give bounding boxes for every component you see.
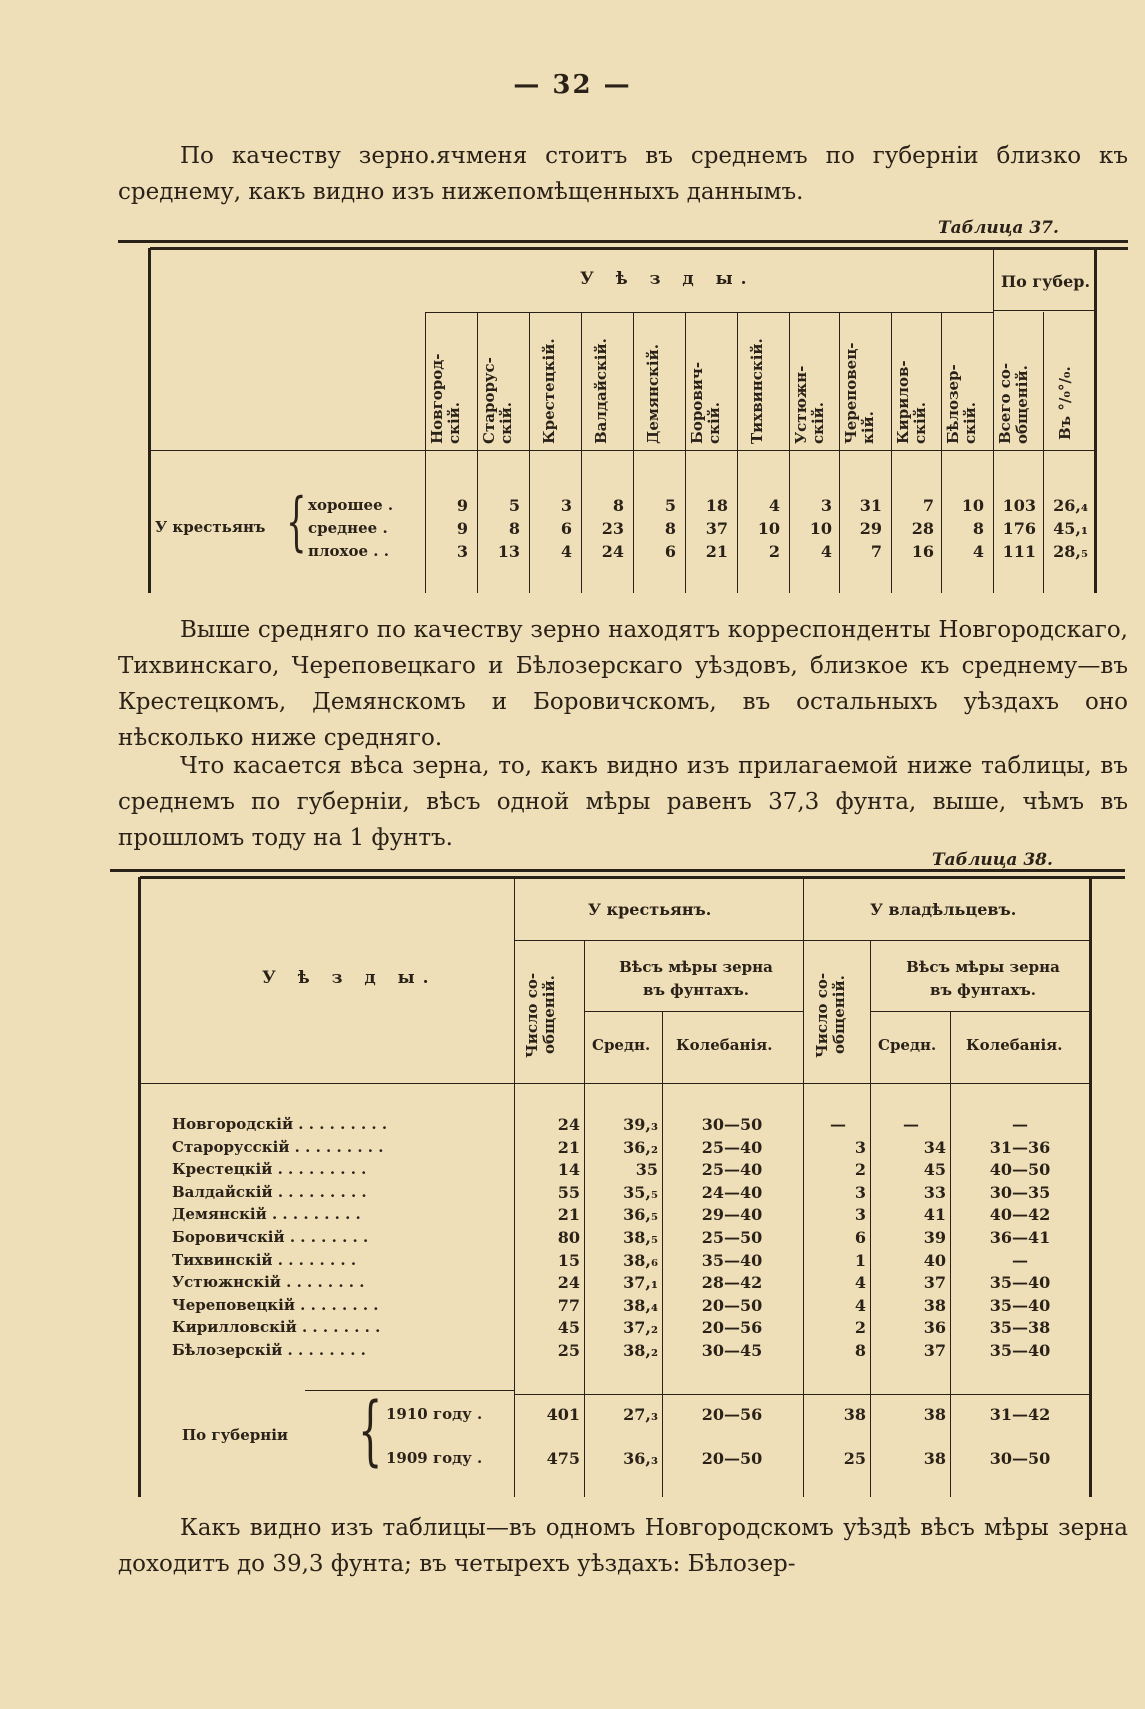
peasant-range: 20—56 <box>701 1318 763 1337</box>
table37-cell: 8 <box>972 519 984 538</box>
uezd-name: Череповецкій . . . . . . . . <box>172 1296 379 1314</box>
peasant-range: 25—40 <box>701 1138 763 1157</box>
peasant-avg: 35 <box>635 1160 658 1179</box>
table37-cell: 4 <box>820 542 832 561</box>
uezd-name: Старорусскій . . . . . . . . . <box>172 1138 384 1156</box>
col-krestets: Крестецкій. <box>540 338 558 444</box>
peasant-avg: 37,₂ <box>623 1318 658 1337</box>
total-peasant-avg: 36,₃ <box>623 1449 658 1468</box>
paragraph-2: Выше средняго по качеству зерно находятъ корреспонденты Новгородскаго, Тихвинскаго, Череповецкаго и Бѣлозерскаго уѣздовъ, близкое къ среднему—въ Крестецкомъ, Демянскомъ и Боровичскомъ, въ остальныхъ уѣздахъ оно нѣсколько ниже средняго. <box>118 617 1128 751</box>
range-header-1: Колебанія. <box>676 1036 773 1054</box>
peasant-range: 25—50 <box>701 1228 763 1247</box>
table37-cell: 3 <box>456 542 468 561</box>
paragraph-1: По качеству зерно.ячменя стоитъ въ среднемъ по губерніи близко къ среднему, какъ видно изъ нижепомѣщенныхъ даннымъ. <box>118 143 1128 205</box>
table37-cell: 6 <box>664 542 676 561</box>
weight-header-2: Вѣсъ мѣры зерна въ фунтахъ. <box>906 958 1060 999</box>
table37-cell: 5 <box>664 496 676 515</box>
peasant-range: 25—40 <box>701 1160 763 1179</box>
peasant-range: 20—50 <box>701 1296 763 1315</box>
table37-caption: Таблица 37. <box>938 218 1059 238</box>
peasant-count: 21 <box>557 1138 580 1157</box>
table37-cell: 4 <box>768 496 780 515</box>
peasant-count: 24 <box>557 1115 580 1134</box>
col-novgorod: Новгород- скій. <box>428 353 463 444</box>
total-owner-avg: 38 <box>923 1449 946 1468</box>
uezd-name: Тихвинскій . . . . . . . . <box>172 1251 357 1269</box>
table37-cell: 8 <box>612 496 624 515</box>
total-label: По губерніи <box>182 1426 289 1444</box>
peasant-count: 15 <box>557 1251 580 1270</box>
peasant-avg: 38,₆ <box>623 1251 658 1270</box>
table37-cell: 37 <box>705 519 728 538</box>
owner-range: 36—41 <box>989 1228 1051 1247</box>
table37-cell: 10 <box>961 496 984 515</box>
peasant-avg: 36,₂ <box>623 1138 658 1157</box>
uezd-name: Устюжнскій . . . . . . . . <box>172 1273 365 1291</box>
page-number: — 32 — <box>513 70 632 100</box>
weight-header-1: Вѣсъ мѣры зерна въ фунтахъ. <box>619 958 773 999</box>
table37-top-rule-2 <box>150 247 1128 250</box>
peasant-avg: 37,₁ <box>623 1273 658 1292</box>
table37-cell: 18 <box>705 496 728 515</box>
total-peasant-range: 20—56 <box>701 1405 763 1424</box>
peasant-avg: 35,₅ <box>623 1183 658 1202</box>
owner-avg: 34 <box>923 1138 946 1157</box>
col-valdai: Валдайскій. <box>592 338 610 444</box>
peasant-count: 80 <box>557 1228 580 1247</box>
total-owner-range: 30—50 <box>989 1449 1051 1468</box>
table37-cell: 13 <box>497 542 520 561</box>
peasant-avg: 38,₂ <box>623 1341 658 1360</box>
table37-cell: 2 <box>768 542 780 561</box>
avg-header-2: Средн. <box>878 1036 937 1054</box>
total-owner-count: 38 <box>843 1405 866 1424</box>
table37-cell: 7 <box>870 542 882 561</box>
table37-cell: 23 <box>601 519 624 538</box>
table38-top-rule-2 <box>140 876 1125 879</box>
group-owners: У владѣльцевъ. <box>870 900 1017 919</box>
owner-count: 4 <box>854 1273 866 1292</box>
uezd-name: Бѣлозерскій . . . . . . . . <box>172 1341 366 1359</box>
uezd-name: Новгородскій . . . . . . . . . <box>172 1115 388 1133</box>
total-owner-range: 31—42 <box>989 1405 1051 1424</box>
uezd-name: Крестецкій . . . . . . . . . <box>172 1160 367 1178</box>
paragraph-4: Какъ видно изъ таблицы—въ одномъ Новгородскомъ уѣздѣ вѣсъ мѣры зерна доходитъ до 39,3 фунта; въ четырехъ уѣздахъ: Бѣлозер- <box>118 1515 1128 1577</box>
table37-top-rule <box>118 240 1128 243</box>
owner-avg: 33 <box>923 1183 946 1202</box>
owner-count: 4 <box>854 1296 866 1315</box>
peasant-count: 77 <box>557 1296 580 1315</box>
table37-cell: 4 <box>972 542 984 561</box>
col-percent: Въ °/₀°/₀. <box>1056 366 1074 440</box>
owner-range: 35—38 <box>989 1318 1051 1337</box>
col-demyansk: Демянскій. <box>644 344 662 444</box>
table37-cell: 8 <box>664 519 676 538</box>
col-belozersk: Бѣлозер- скій. <box>944 364 979 444</box>
owner-count: 3 <box>854 1183 866 1202</box>
table37-cell: 5 <box>508 496 520 515</box>
peasant-count: 25 <box>557 1341 580 1360</box>
uezd-name: Кирилловскій . . . . . . . . <box>172 1318 381 1336</box>
col-cherepovets: Череповец- кій. <box>842 342 877 444</box>
owner-range: 31—36 <box>989 1138 1051 1157</box>
owner-count: 3 <box>854 1205 866 1224</box>
owner-avg: — <box>903 1115 919 1134</box>
owner-avg: 37 <box>923 1273 946 1292</box>
table37-row-group: У крестьянъ <box>155 518 266 536</box>
owner-range: — <box>1012 1251 1028 1270</box>
table37-gub-header: По губер. <box>1001 272 1091 291</box>
peasant-avg: 36,₅ <box>623 1205 658 1224</box>
table37-cell: 10 <box>757 519 780 538</box>
owner-count: 2 <box>854 1160 866 1179</box>
total-peasant-avg: 27,₃ <box>623 1405 658 1424</box>
col-staroruss: Староруc- скій. <box>480 357 515 444</box>
table37-cell: 9 <box>456 496 468 515</box>
total-owner-avg: 38 <box>923 1405 946 1424</box>
owner-range: — <box>1012 1115 1028 1134</box>
peasant-avg: 38,₄ <box>623 1296 658 1315</box>
peasant-range: 30—45 <box>701 1341 763 1360</box>
owner-range: 40—50 <box>989 1160 1051 1179</box>
total-owner-count: 25 <box>843 1449 866 1468</box>
col-kirillov: Кирилов- скій. <box>894 360 929 444</box>
col-tikhvin: Тихвинскій. <box>748 338 766 444</box>
table37-cell: 16 <box>911 542 934 561</box>
count-header-1: Число со- общеній. <box>523 972 558 1058</box>
table37-cell: 28,₅ <box>1053 542 1088 561</box>
table37-cell: 103 <box>1002 496 1036 515</box>
table37-cell: 7 <box>922 496 934 515</box>
table37-cell: 24 <box>601 542 624 561</box>
table37-cell: 26,₄ <box>1053 496 1088 515</box>
peasant-count: 14 <box>557 1160 580 1179</box>
owner-avg: 45 <box>923 1160 946 1179</box>
table37-cell: 176 <box>1002 519 1036 538</box>
owner-range: 30—35 <box>989 1183 1051 1202</box>
paragraph-3: Что касается вѣса зерна, то, какъ видно изъ прилагаемой ниже таблицы, въ среднемъ по губерніи, вѣсъ одной мѣры равенъ 37,3 фунта, выше, чѣмъ въ прошломъ тоду на 1 фунтъ. <box>118 753 1128 851</box>
table37-cell: 21 <box>705 542 728 561</box>
owner-range: 35—40 <box>989 1341 1051 1360</box>
uezd-name: Валдайскій . . . . . . . . . <box>172 1183 367 1201</box>
owner-count: 8 <box>854 1341 866 1360</box>
owner-avg: 41 <box>923 1205 946 1224</box>
total-peasant-count: 401 <box>546 1405 580 1424</box>
peasant-range: 29—40 <box>701 1205 763 1224</box>
peasant-range: 24—40 <box>701 1183 763 1202</box>
owner-avg: 37 <box>923 1341 946 1360</box>
owner-range: 35—40 <box>989 1296 1051 1315</box>
total-year-label: 1910 году . <box>386 1405 483 1423</box>
document-page: — 32 — По качеству зерно.ячменя стоитъ въ среднемъ по губерніи близко къ среднему, какъ видно изъ нижепомѣщенныхъ даннымъ. Таблица 37. У ѣ з д ы. По губер. Новгород- скій. Староруc- скій. Крестецкій. Валдайскій. Демянскій. Борович- скій. Тихвинскій. Устюжн- скій. Череповец- кій. Кирилов- скій. Бѣлозер- скій. Всего со- общеній. Въ °/₀°/₀. У крестьянъ { хорошее . среднее . плохое . . 9 5 3 8 5 18 4 3 31 7 10 103 26,₄ 9 8 6 23 8 37 10 10 29 28 8 176 45,₁ 3 13 4 24 6 21 2 4 7 16 4 111 28,₅ Выше средняго по качеству зерно находятъ корреспонденты Новгородскаго, Тихвинскаго, Череповецкаго и Бѣлозерскаго уѣздовъ, близкое къ среднему—въ Крестецкомъ, Демянскомъ и Боровичскомъ, въ остальныхъ уѣздахъ оно нѣсколько ниже средняго. Что касается вѣса зерна, то, какъ видно изъ прилагаемой ниже таблицы, въ среднемъ по губерніи, вѣсъ одной мѣры равенъ 37,3 фунта, выше, чѣмъ въ прошломъ тоду на 1 фунтъ. Таблица 38. У ѣ з д ы. У крестьянъ. У владѣльцевъ. Число со- общеній. Число со- общеній. Вѣсъ мѣры зерна въ фунтахъ. Вѣсъ мѣры зерна въ фунтахъ. Средн. Колебанія. Средн. Колебанія. Новгородскій . . . . . . . . . 24 39,₃ 30—50 — — — Старорусскій . . . . . . . . . 21 36,₂ 25—40 3 34 31—36 Крестецкій . . . . . . . . . 14 35 25—40 2 45 40—50 Валдайскій . . . . . . . . . 55 35,₅ 24—40 3 33 30—35 Демянскій . . . . . . . . . 21 36,₅ 29—40 3 41 40—42 Боровичскій . . . . . . . . 80 38,₅ 25—50 6 39 36—41 Тихвинскій . . . . . . . . 15 38,₆ 35—40 1 40 — Устюжнскій . . . . . . . . 24 37,₁ 28—42 4 37 35—40 Череповецкій . . . . . . . . 77 38,₄ 20—50 4 38 35—40 Кирилловскій . . . . . . . . 45 37,₂ 20—56 2 36 35—38 Бѣлозерскій . . . . . . . . 25 38,₂ 30—45 8 37 35—40 По губерніи { 1910 году . 401 27,₃ 20—56 38 38 31—42 1909 году . 475 36,₃ 20—50 25 38 30—50 Какъ видно изъ таблицы—въ одномъ Новгородскомъ уѣздѣ вѣсъ мѣры зерна доходитъ до 39,3 фунта; въ четырехъ уѣздахъ: Бѣлозер- <box>0 0 1145 1709</box>
total-peasant-count: 475 <box>546 1449 580 1468</box>
row-bad-label: плохое . . <box>308 542 389 560</box>
table37-cell: 45,₁ <box>1053 519 1088 538</box>
owner-range: 40—42 <box>989 1205 1051 1224</box>
table38-top-rule <box>110 869 1125 872</box>
uezd-name: Демянскій . . . . . . . . . <box>172 1205 361 1223</box>
row-medium-label: среднее . <box>308 519 388 537</box>
table37-uezdy-header: У ѣ з д ы. <box>580 269 755 289</box>
avg-header-1: Средн. <box>592 1036 651 1054</box>
owner-range: 35—40 <box>989 1273 1051 1292</box>
peasant-count: 21 <box>557 1205 580 1224</box>
peasant-count: 45 <box>557 1318 580 1337</box>
table38-uezdy-header: У ѣ з д ы. <box>262 968 437 988</box>
owner-avg: 40 <box>923 1251 946 1270</box>
table37-cell: 4 <box>560 542 572 561</box>
owner-count: 6 <box>854 1228 866 1247</box>
table38-caption: Таблица 38. <box>932 850 1053 870</box>
peasant-avg: 39,₃ <box>623 1115 658 1134</box>
table37-cell: 29 <box>859 519 882 538</box>
uezd-name: Боровичскій . . . . . . . . <box>172 1228 369 1246</box>
table37-cell: 9 <box>456 519 468 538</box>
peasant-range: 35—40 <box>701 1251 763 1270</box>
owner-count: 1 <box>854 1251 866 1270</box>
owner-count: 3 <box>854 1138 866 1157</box>
peasant-range: 30—50 <box>701 1115 763 1134</box>
count-header-2: Число со- общеній. <box>813 972 848 1058</box>
peasant-count: 55 <box>557 1183 580 1202</box>
owner-avg: 39 <box>923 1228 946 1247</box>
table37-cell: 10 <box>809 519 832 538</box>
owner-count: — <box>830 1115 846 1134</box>
group-peasants: У крестьянъ. <box>588 900 712 919</box>
row-good-label: хорошее . <box>308 496 394 514</box>
table37-cell: 31 <box>859 496 882 515</box>
owner-count: 2 <box>854 1318 866 1337</box>
table37-cell: 3 <box>560 496 572 515</box>
col-borovichi: Борович- скій. <box>688 361 723 444</box>
total-year-label: 1909 году . <box>386 1449 483 1467</box>
table37-cell: 6 <box>560 519 572 538</box>
owner-avg: 38 <box>923 1296 946 1315</box>
peasant-range: 28—42 <box>701 1273 763 1292</box>
range-header-2: Колебанія. <box>966 1036 1063 1054</box>
peasant-avg: 38,₅ <box>623 1228 658 1247</box>
table37-cell: 111 <box>1002 542 1036 561</box>
peasant-count: 24 <box>557 1273 580 1292</box>
col-total: Всего со- общеній. <box>996 362 1031 444</box>
table37-cell: 3 <box>820 496 832 515</box>
table37-cell: 28 <box>911 519 934 538</box>
col-ustyuzhna: Устюжн- скій. <box>792 365 827 444</box>
table37-cell: 8 <box>508 519 520 538</box>
owner-avg: 36 <box>923 1318 946 1337</box>
total-peasant-range: 20—50 <box>701 1449 763 1468</box>
